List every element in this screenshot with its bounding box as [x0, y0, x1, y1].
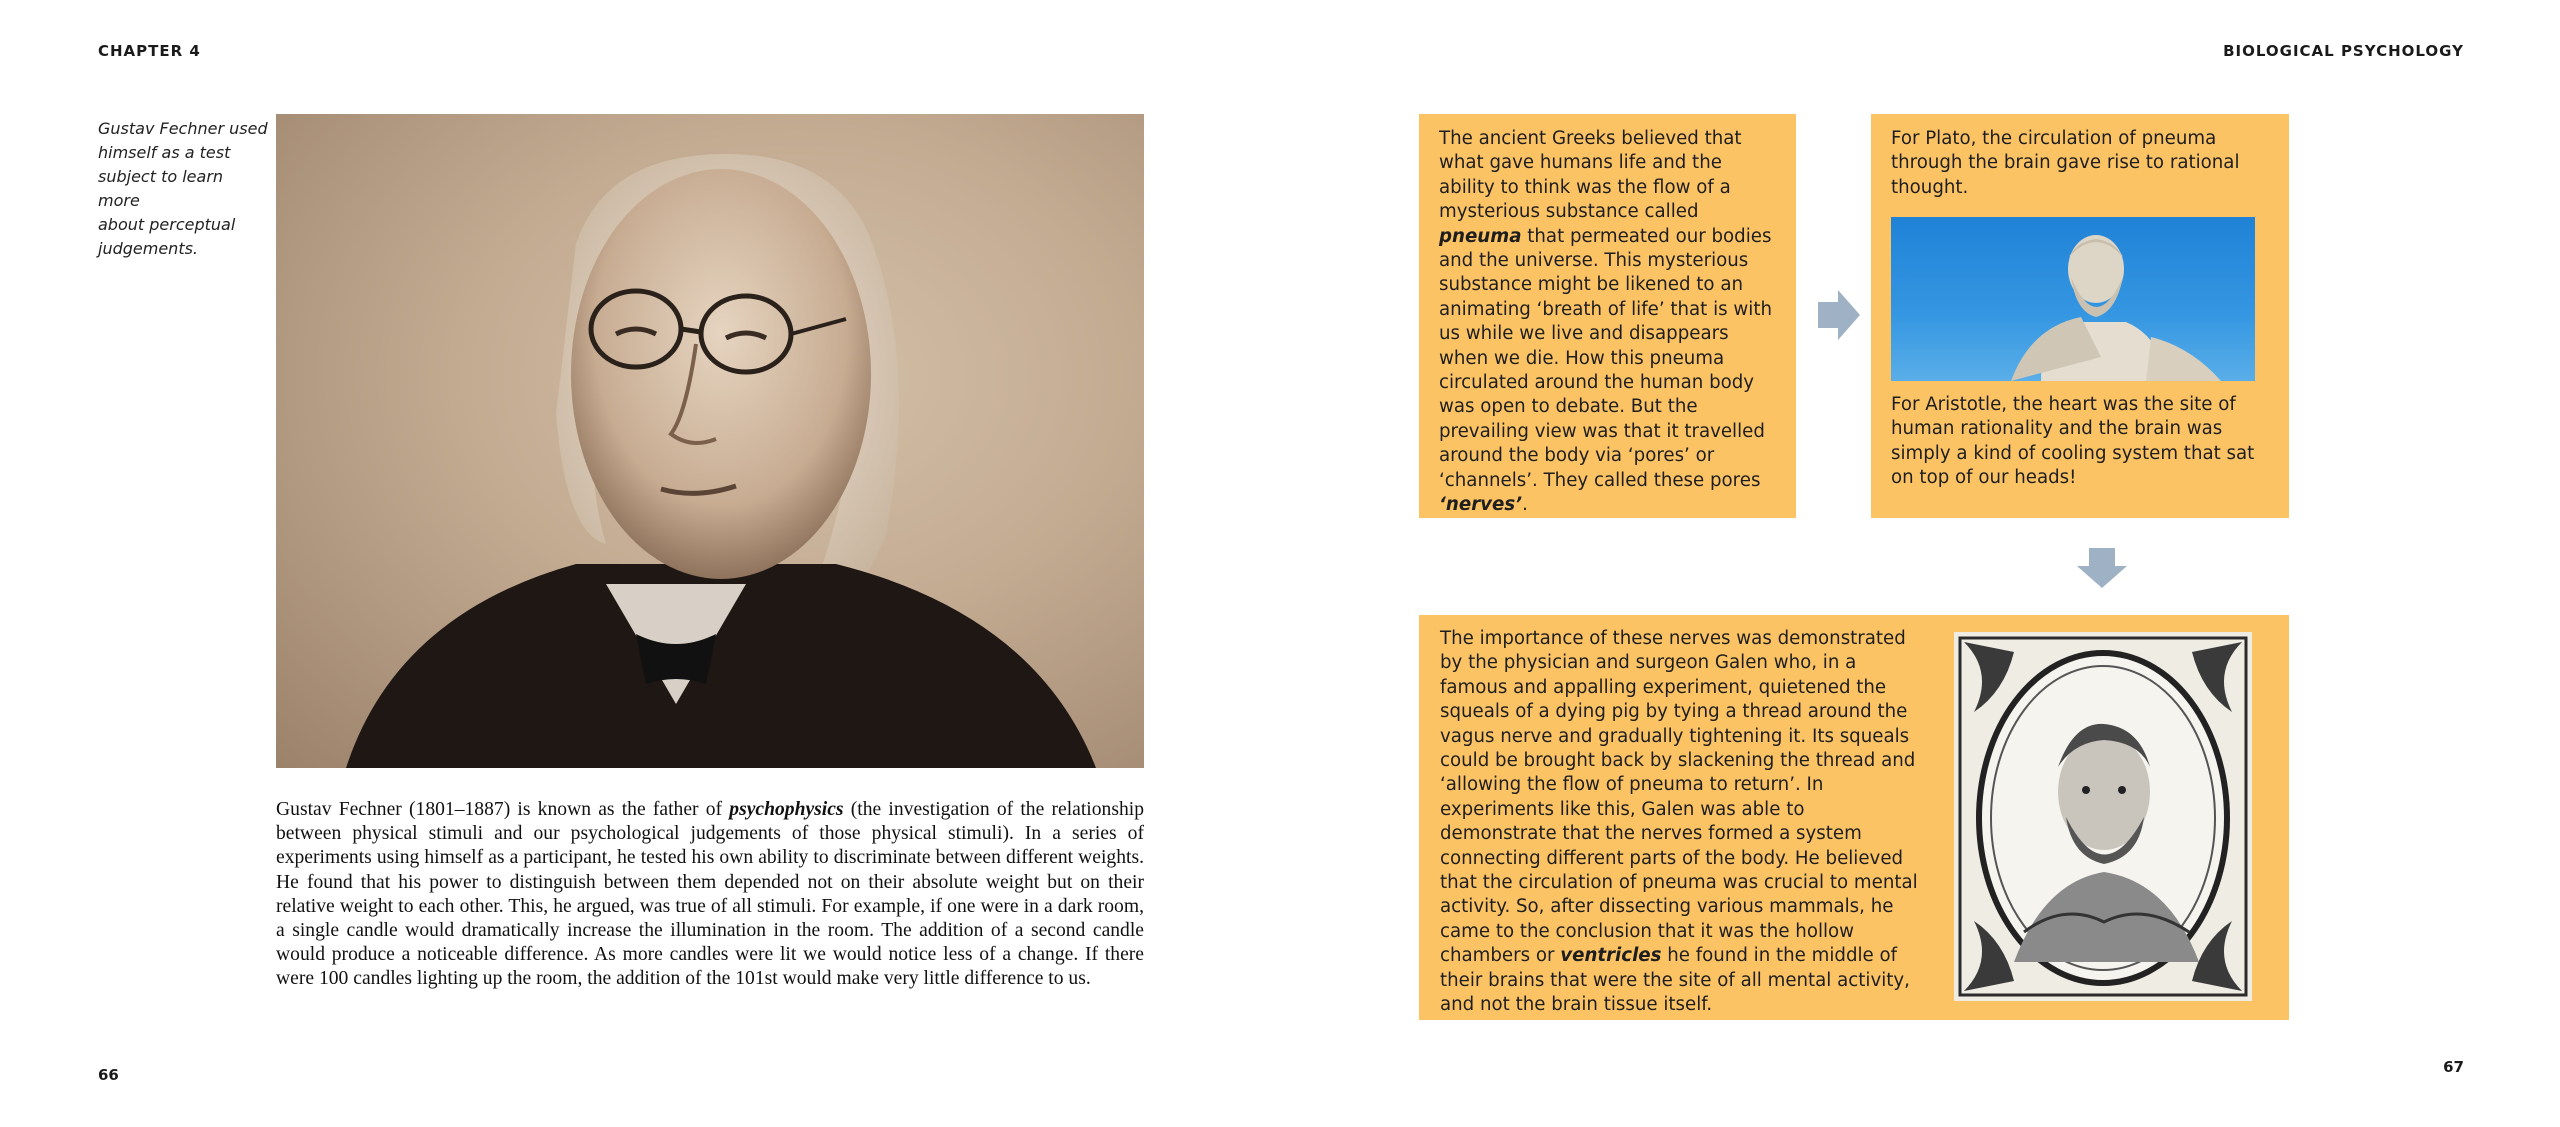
term-pneuma: pneuma — [1439, 225, 1522, 247]
page-number-left: 66 — [98, 1066, 119, 1084]
galen-text-end: he found in the middle of their brains that were the site of all mental activity, and not the brain tissue itself. — [1440, 945, 1910, 1016]
aristotle-text: For Aristotle, the heart was the site of human rationality and the brain was simply a kind of cooling system that sat on top of our heads! — [1891, 394, 2255, 489]
caption-line: subject to learn more — [98, 167, 224, 210]
term-ventricles: ventricles — [1560, 945, 1662, 967]
body-paragraph — [276, 798, 1144, 992]
caption-line: about perceptual — [98, 215, 236, 234]
greeks-text-end: . — [1522, 494, 1528, 516]
page-number-right: 67 — [2443, 1058, 2464, 1076]
plato-aristotle-box — [1871, 114, 2289, 518]
section-title: BIOLOGICAL PSYCHOLOGY — [2223, 42, 2464, 60]
caption-line: judgements. — [98, 239, 199, 258]
term-nerves: ‘nerves’ — [1439, 494, 1523, 516]
chapter-label: CHAPTER 4 — [98, 42, 201, 60]
greeks-info-box — [1419, 114, 1796, 518]
galen-text — [1440, 627, 1920, 1018]
caption-line: Gustav Fechner used — [98, 119, 268, 138]
galen-info-box — [1419, 615, 2289, 1020]
arrow-right-icon — [1818, 290, 1860, 340]
galen-text-start: The importance of these nerves was demonstrated by the physician and surgeon Galen who, in a famous and appalling experiment, quietened the squeals of a dying pig by tying a thread around the vagus nerve and gradually tightening it. Its squeals could be brought back by slackening the thread and ‘allowing the flow of pneuma to return’. In experiments like this, Galen was able to demonstrate that the nerves formed a system connecting different parts of the body. He believed that the circulation of pneuma was crucial to mental activity. So, after dissecting various mammals, he came to the conclusion that it was the hollow chambers or — [1440, 628, 1918, 967]
plato-text: For Plato, the circulation of pneuma through the brain gave rise to rational thought. — [1891, 128, 2240, 198]
greeks-text-start: The ancient Greeks believed that what gave humans life and the ability to think was the flow of a mysterious substance called — [1439, 128, 1742, 223]
body-text-end: (the investigation of the relationship between physical stimuli and our psychological judgements of those physical stimuli). In a series of experiments using himself as a participant, he tested his own ability to discriminate between different weights. He found that his power to distinguish between them depended not on their absolute weight but on their relative weight to each other. This, he argued, was true of all stimuli. For example, if one were in a dark room, a single candle would dramatically increase the illumination in the room. The addition of a second candle would produce a noticeable difference. As more candles were lit we would notice less of a change. If there were 100 candles lighting up the room, the addition of the 101st would make very little difference to us. — [276, 799, 1144, 990]
plato-statue-photo — [1891, 217, 2255, 381]
arrow-down-icon — [2077, 548, 2127, 588]
figure-caption — [98, 117, 268, 261]
galen-engraving-image — [1954, 632, 2252, 1001]
term-psychophysics: psychophysics — [729, 799, 844, 820]
caption-line: himself as a test — [98, 143, 231, 162]
body-text-start: Gustav Fechner (1801–1887) is known as the father of — [276, 799, 730, 820]
greeks-text-middle: that permeated our bodies and the universe. This mysterious substance might be likened to an animating ‘breath of life’ that is with us while we live and disappears when we die. How this pneuma circulated around the human body was open to debate. But the prevailing view was that it travelled around the body via ‘pores’ or ‘channels’. They called these pores — [1439, 225, 1772, 491]
fechner-portrait-photo — [276, 114, 1144, 768]
